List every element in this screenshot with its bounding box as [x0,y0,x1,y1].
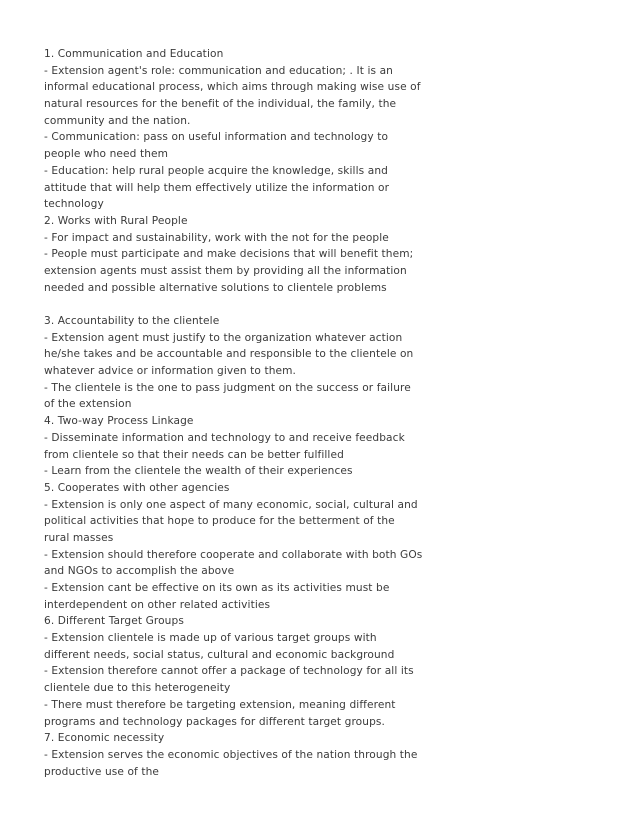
text-line: whatever advice or information given to them. [44,365,297,378]
text-line: attitude that will help them effectively utilize the information or [44,181,390,194]
text-line: people who need them [44,148,169,161]
text-line: - Extension cant be effective on its own as its activities must be [44,582,390,594]
text-line: - Extension therefore cannot offer a package of technology for all its [44,665,414,678]
text-line: natural resources for the benefit of the individual, the family, the [44,98,397,111]
heading-cooperates-agencies: 5. Cooperates with other agencies [44,481,230,494]
text-line: interdependent on other related activities [44,598,271,611]
heading-target-groups: 6. Different Target Groups [44,615,184,628]
text-line: - There must therefore be targeting extension, meaning different [44,698,396,711]
text-line: clientele due to this heterogeneity [44,682,231,695]
heading-two-way-linkage: 4. Two-way Process Linkage [44,415,194,428]
text-line: different needs, social status, cultural and economic background [44,648,395,661]
text-line: - Extension is only one aspect of many economic, social, cultural and [44,498,418,511]
heading-works-rural-people: 2. Works with Rural People [44,214,188,227]
text-line: he/she takes and be accountable and responsible to the clientele on [44,348,414,361]
document-body [44,46,423,780]
text-line: of the extension [44,398,132,411]
text-line: rural masses [44,531,114,544]
text-line: - Communication: pass on useful information and technology to [44,131,389,144]
text-line: - For impact and sustainability, work with the not for the people [44,231,389,244]
text-line: and NGOs to accomplish the above [44,565,235,578]
text-line: - Extension agent's role: communication and education; . It is an [44,64,393,77]
text-line: technology [44,198,104,211]
text-line: informal educational process, which aims through making wise use of [44,81,421,94]
text-line: programs and technology packages for different target groups. [44,715,385,728]
heading-economic-necessity: 7. Economic necessity [44,732,165,745]
text-line: - Extension agent must justify to the organization whatever action [44,331,403,344]
heading-communication-education: 1. Communication and Education [44,48,224,60]
text-line: - The clientele is the one to pass judgment on the success or failure [44,381,411,394]
text-line: - People must participate and make decisions that will benefit them; [44,248,414,261]
text-line: productive use of the [44,765,160,778]
text-line: - Extension serves the economic objectives of the nation through the [44,748,418,761]
text-line: from clientele so that their needs can be better fulfilled [44,448,344,461]
text-line: political activities that hope to produce for the betterment of the [44,515,395,528]
text-line: extension agents must assist them by providing all the information [44,264,407,277]
text-line: - Education: help rural people acquire the knowledge, skills and [44,164,388,177]
text-line: - Learn from the clientele the wealth of their experiences [44,465,353,478]
text-line: - Disseminate information and technology to and receive feedback [44,431,405,444]
text-line: community and the nation. [44,114,191,127]
text-line: - Extension should therefore cooperate and collaborate with both GOs [44,548,423,561]
text-line: - Extension clientele is made up of various target groups with [44,632,377,645]
blank-line [44,296,404,313]
text-line: needed and possible alternative solutions to clientele problems [44,281,387,294]
heading-accountability: 3. Accountability to the clientele [44,315,220,327]
